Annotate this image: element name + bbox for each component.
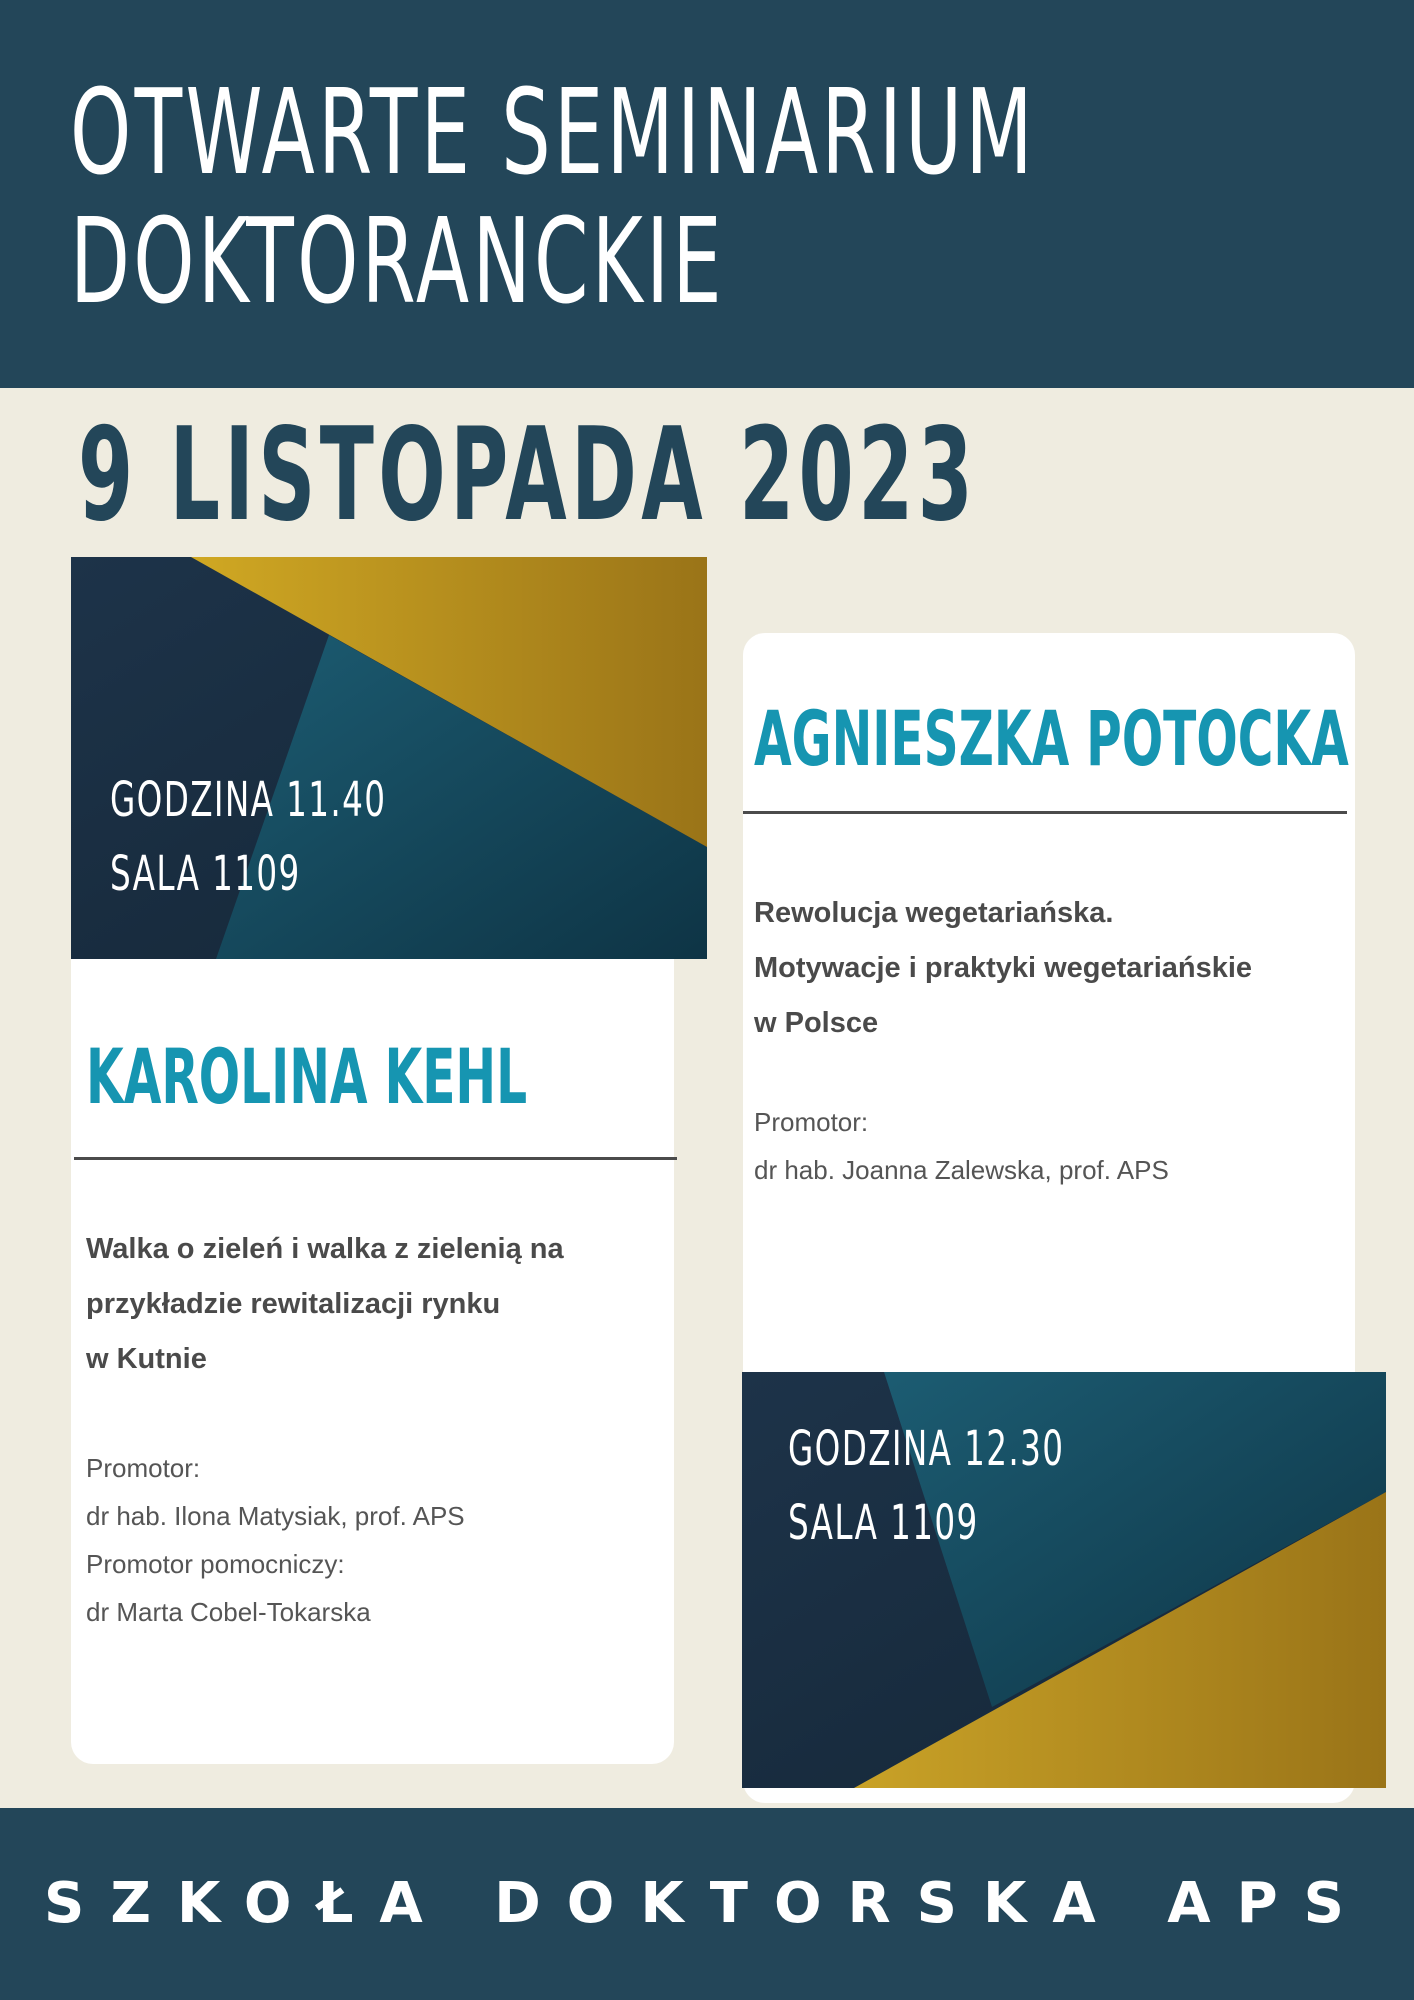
organizer-name: SZKOŁA DOKTORSKA APS xyxy=(44,1871,1370,1936)
event-date: 9 LISTOPADA 2023 xyxy=(78,401,978,550)
title-line-2: DOKTORANCKIE xyxy=(70,192,725,330)
promoter-label: Promotor: xyxy=(86,1453,201,1483)
assistant-promoter-label: Promotor pomocniczy: xyxy=(86,1549,345,1579)
supervisor-info xyxy=(754,1098,1169,1194)
speaker-name: KAROLINA KEHL xyxy=(86,1032,528,1121)
thesis-title: Rewolucja wegetariańska. Motywacje i praktyki wegetariańskie w Polsce xyxy=(754,897,1253,1039)
promoter-label: Promotor: xyxy=(754,1107,869,1137)
slot-time: GODZINA 11.40 xyxy=(110,772,387,828)
time-slot-panel-2 xyxy=(742,1372,1386,1788)
assistant-promoter-name: dr Marta Cobel-Tokarska xyxy=(86,1597,371,1627)
thesis-title: Walka o zieleń i walka z zielenią na przykładzie rewitalizacji rynku w Kutnie xyxy=(86,1233,564,1375)
slot-room: SALA 1109 xyxy=(110,846,301,902)
promoter-name: dr hab. Ilona Matysiak, prof. APS xyxy=(86,1501,465,1531)
speaker-name: AGNIESZKA POTOCKA xyxy=(754,694,1349,783)
divider-line xyxy=(74,1157,677,1160)
slot-room: SALA 1109 xyxy=(788,1495,979,1551)
slot-time: GODZINA 12.30 xyxy=(788,1421,1065,1477)
supervisor-info xyxy=(86,1444,465,1636)
footer-banner xyxy=(0,1808,1414,2000)
promoter-name: dr hab. Joanna Zalewska, prof. APS xyxy=(754,1155,1169,1185)
divider-line xyxy=(743,811,1347,814)
title-line-1: OTWARTE SEMINARIUM xyxy=(70,63,1036,201)
time-slot-panel-1 xyxy=(71,557,707,959)
header-banner xyxy=(0,0,1414,388)
